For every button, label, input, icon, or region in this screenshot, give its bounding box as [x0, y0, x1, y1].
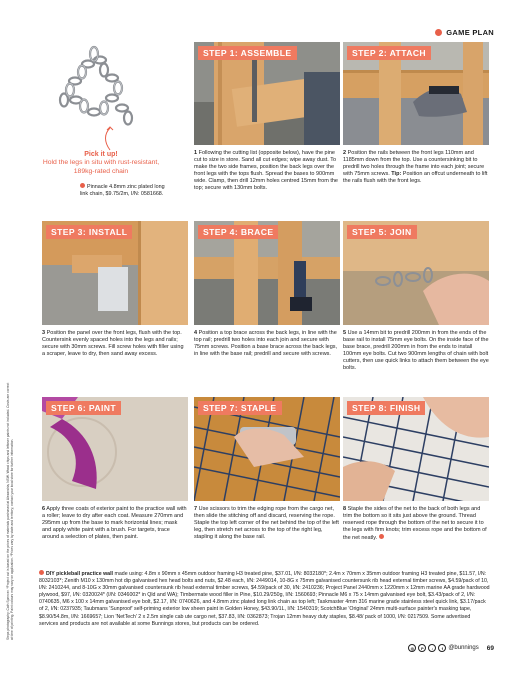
step-7-number: 7 [194, 506, 198, 512]
step-3-body: Position the panel over the front legs, flush with the top. Countersink evenly spaced holes into the legs and rails; secure with 30mm screws. Fill screw holes with filler using a scraper, leave to dry, then sand away excess. [42, 330, 184, 358]
step-2-tip-label: Tip: [391, 171, 402, 178]
page-number: 69 [486, 644, 494, 652]
step-1-photo [194, 42, 340, 145]
step-3-text [42, 330, 188, 358]
section-title: GAME PLAN [446, 27, 494, 37]
step-2-text [343, 150, 489, 185]
step-8-body: Staple the sides of the net to the back of both legs and trim the bottom so it sits just above the ground. Thread reserved rope through the bottom of the net to secure it to the legs with firm knots; trim excess rope and the bottom of the net neatly. [343, 506, 487, 542]
pointer-arrow-icon [100, 124, 120, 152]
step-2-badge: STEP 2: ATTACH [347, 46, 431, 60]
step-2-number: 2 [343, 150, 347, 156]
step-5-text [343, 330, 489, 373]
step-1-body: Following the cutting list (opposite below), have the pine cut to size in store. Sand all cut edges; wipe away dust. To make the two side frames, position the back legs over the front legs with the tops flush. Spread the bases to 900mm wide. Clamp, then drill 12mm holes centred 15mm from the top; secure with 130mm bolts. [194, 150, 338, 192]
step-1-text [194, 150, 340, 193]
step-6-photo [42, 397, 188, 501]
pinterest-icon[interactable]: P [418, 644, 426, 652]
pickup-callout [42, 151, 160, 176]
step-8-text [343, 506, 489, 542]
step-7-text [194, 506, 340, 541]
step-6-badge: STEP 6: PAINT [46, 401, 121, 415]
instagram-icon[interactable]: ◎ [408, 644, 416, 652]
step-7-photo [194, 397, 340, 501]
step-2-photo [343, 42, 489, 145]
step-2-body-a: Position the rails between the front legs 110mm and 1185mm down from the top. Use a countersinking bit to predrill two holes through the frame into each joint; secure with 75mm screws. [343, 150, 485, 178]
page-footer [408, 643, 494, 653]
side-credits [6, 380, 16, 640]
chain-image [52, 42, 140, 132]
step-6-body: Apply three coats of exterior paint to the practice wall with a roller; leave to dry after each coat. Measure 270mm and 295mm up from the base to mark horizontal lines; mask and apply white paint with a brush. For targets, trace around a selection of plates, then paint. [42, 506, 187, 541]
step-5-number: 5 [343, 330, 347, 336]
step-4-photo [194, 221, 340, 325]
facebook-icon[interactable]: f [438, 644, 446, 652]
step-3-number: 3 [42, 330, 46, 336]
step-2-body-b: Position an offcut underneath to lift the rails flush with the front legs. [343, 171, 488, 185]
step-6-text [42, 506, 188, 541]
side-credits-text: Steps photography: Cath Spencer. *Project cut is based on the prices of materials purchased at Alexandria, NSW. Wood chips and leftover paints not included. Costs are correct at time of printing. Paint colours may vary on application. *Prices vary by state and territory; contact your local store for further information. [6, 382, 15, 640]
step-5-badge: STEP 5: JOIN [347, 225, 417, 239]
pickup-text: Hold the legs in situ with rust-resistant, 189kg-rated chain [42, 159, 160, 175]
social-handle: @bunnings [448, 645, 479, 651]
step-5-body: Use a 14mm bit to predrill 200mm in from the ends of the base rail to install 75mm eye bolts. On the inside face of the base brace, predrill 200mm in from the ends to install 100mm eye bolts. Cut two 900mm lengths of chain with bolt cutters, then use quick links to attach them between the eye bolts. [343, 330, 489, 372]
credits-body: made using: 4.8m x 90mm x 45mm outdoor framing H3 treated pine, $37.01, I/N: 8032180*; 2.4m x 70mm x 35mm outdoor framing H3 treated pine, $11.57, I/N: 8032103*; Zenith M10 x 130mm hot dip galvanised hex head bolts and nuts, $2.48 each, I/N: 2449014, 10-8G x 75mm galvanised countersunk rib head external timber screws, $4.59/pack of 10, I/N: 2410244, and 8-10G x 30mm galvanised countersunk rib head external timber screws, $4.59/pack of 30, I/N: 2410236; Project Panel 2440mm x 1220mm x 12mm marine AA grade hardwood plywood, $97, I/N: 0320024* (I/N: 0346002* in Qld and WA); Timbermate wood filler in Pine, $10.29/250g, I/N: 1560693; Pinnacle M6 x 75 x 14mm galvanised eye bolt, $3.43/pack of 2, I/N: 0740635, M6 x 100 x 14mm galvanised eye bolt, $2.17, I/N: 0740626, and 4.8mm zinc plated long link chain as top left; Taskmaster 4mm 316 marine grade stainless steel quick link, $3.17/pack of 2, I/N: 0237935; Taubmans 'Sunproof' self-priming exterior low sheen paint in Golden Honey, $43.90/1L, I/N: 1540319; ScotchBlue 'Original' 24mm multi-surface painter's masking tape, $8.90/54.8m, I/N: 1669657; Lion 'NetTech' 2 x 2.5m single cab ute cargo net, $37.83, I/N: 0362873; Trojan 12mm heavy duty staples, $8.48/ pack of 1000, I/N: 0217509. Some advertised services and products are not available at some Bunnings stores, but products can be ordered. [39, 571, 490, 627]
credits-label: DIY pickleball practice wall [46, 571, 114, 577]
step-5-photo [343, 221, 489, 325]
step-7-body: Use scissors to trim the edging rope from the cargo net, then slide the stitching off and discard, reserving the rope. Staple the top left corner of the net behind the top of the left leg, then stretch net across to the top of the right leg, stapling it along the base rail. [194, 506, 339, 541]
credits-bullet-icon [39, 570, 44, 575]
pickup-heading: Pick it up! [84, 151, 118, 158]
header-dot-icon [435, 29, 442, 36]
pickup-product [80, 183, 166, 198]
step-8-badge: STEP 8: FINISH [347, 401, 425, 415]
step-6-number: 6 [42, 506, 46, 512]
step-4-badge: STEP 4: BRACE [198, 225, 278, 239]
step-3-badge: STEP 3: INSTALL [46, 225, 132, 239]
step-1-badge: STEP 1: ASSEMBLE [198, 46, 297, 60]
end-mark-icon [379, 534, 384, 539]
pickup-product-text: Pinnacle 4.8mm zinc plated long link chain, $9.75/2m, I/N: 0581668. [80, 184, 165, 197]
materials-credits [39, 570, 491, 628]
step-8-number: 8 [343, 506, 347, 512]
step-4-body: Position a top brace across the back legs, in line with the top rail; predrill two holes into each join and secure with 75mm screws. Position a base brace across the back legs, in line with the base rail; predrill and secure with screws. [194, 330, 338, 358]
step-4-text [194, 330, 340, 358]
step-1-number: 1 [194, 150, 198, 156]
step-7-badge: STEP 7: STAPLE [198, 401, 282, 415]
step-8-photo [343, 397, 489, 501]
step-3-photo [42, 221, 188, 325]
step-4-number: 4 [194, 330, 198, 336]
tiktok-icon[interactable]: ♪ [428, 644, 436, 652]
bullet-icon [80, 183, 85, 188]
section-header [435, 26, 494, 38]
